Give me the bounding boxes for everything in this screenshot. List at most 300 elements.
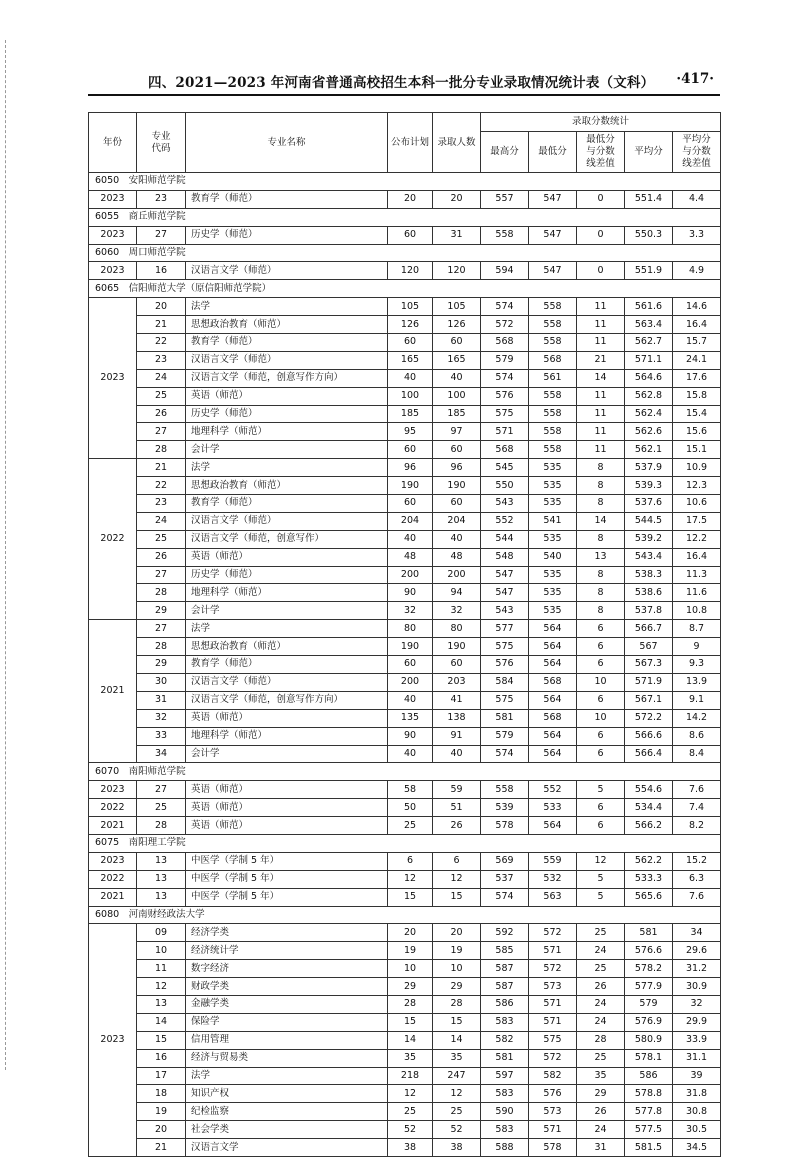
cell-code: 27 — [137, 423, 186, 441]
cell-avg-diff: 11.6 — [673, 584, 721, 602]
school-row — [89, 280, 721, 298]
cell-max: 575 — [481, 691, 529, 709]
cell-max: 579 — [481, 727, 529, 745]
cell-avg-diff: 7.6 — [673, 781, 721, 799]
cell-avg-diff: 14.6 — [673, 298, 721, 316]
cell-major: 地理科学（师范） — [186, 727, 388, 745]
cell-admitted: 28 — [433, 995, 481, 1013]
table-row — [89, 1121, 721, 1139]
cell-avg: 567.1 — [625, 691, 673, 709]
cell-min-diff: 6 — [577, 656, 625, 674]
cell-code: 25 — [137, 530, 186, 548]
cell-max: 557 — [481, 190, 529, 208]
table-row — [89, 727, 721, 745]
cell-code: 23 — [137, 190, 186, 208]
cell-min-diff: 21 — [577, 351, 625, 369]
cell-major: 法学 — [186, 298, 388, 316]
cell-code: 34 — [137, 745, 186, 763]
cell-plan: 20 — [388, 924, 433, 942]
cell-max: 568 — [481, 334, 529, 352]
cell-min: 564 — [529, 638, 577, 656]
cell-admitted: 40 — [433, 530, 481, 548]
header-rule — [88, 94, 720, 96]
cell-admitted: 52 — [433, 1121, 481, 1139]
table-row — [89, 566, 721, 584]
cell-min-diff: 8 — [577, 495, 625, 513]
cell-code: 25 — [137, 799, 186, 817]
cell-min-diff: 14 — [577, 369, 625, 387]
cell-code: 20 — [137, 1121, 186, 1139]
cell-min: 547 — [529, 262, 577, 280]
cell-avg: 566.7 — [625, 620, 673, 638]
col-min-diff: 最低分 与分数 线差值 — [577, 132, 625, 173]
cell-avg: 562.4 — [625, 405, 673, 423]
cell-code: 13 — [137, 888, 186, 906]
cell-major: 法学 — [186, 1067, 388, 1085]
cell-max: 583 — [481, 1013, 529, 1031]
cell-max: 558 — [481, 226, 529, 244]
cell-code: 26 — [137, 548, 186, 566]
cell-major: 会计学 — [186, 441, 388, 459]
cell-min-diff: 31 — [577, 1139, 625, 1157]
cell-avg-diff: 30.8 — [673, 1103, 721, 1121]
cell-avg-diff: 4.9 — [673, 262, 721, 280]
cell-avg: 537.9 — [625, 459, 673, 477]
cell-plan: 95 — [388, 423, 433, 441]
cell-min-diff: 8 — [577, 602, 625, 620]
cell-avg-diff: 17.6 — [673, 369, 721, 387]
cell-max: 574 — [481, 369, 529, 387]
cell-code: 19 — [137, 1103, 186, 1121]
cell-plan: 60 — [388, 656, 433, 674]
cell-avg-diff: 12.3 — [673, 477, 721, 495]
cell-major: 地理科学（师范） — [186, 584, 388, 602]
cell-major: 汉语言文学（师范） — [186, 351, 388, 369]
cell-avg: 571.9 — [625, 673, 673, 691]
cell-avg-diff: 29.6 — [673, 942, 721, 960]
table-row — [89, 351, 721, 369]
cell-min-diff: 13 — [577, 548, 625, 566]
cell-max: 581 — [481, 709, 529, 727]
cell-major: 纪检监察 — [186, 1103, 388, 1121]
cell-admitted: 40 — [433, 369, 481, 387]
table-row — [89, 799, 721, 817]
cell-plan: 38 — [388, 1139, 433, 1157]
table-row — [89, 656, 721, 674]
school-name: 6070 南阳师范学院 — [89, 763, 721, 781]
cell-major: 中医学（学制 5 年） — [186, 870, 388, 888]
cell-plan: 58 — [388, 781, 433, 799]
cell-code: 12 — [137, 978, 186, 996]
cell-max: 586 — [481, 995, 529, 1013]
cell-min: 568 — [529, 673, 577, 691]
cell-admitted: 38 — [433, 1139, 481, 1157]
cell-min: 552 — [529, 781, 577, 799]
cell-min: 564 — [529, 727, 577, 745]
cell-admitted: 190 — [433, 638, 481, 656]
cell-plan: 126 — [388, 316, 433, 334]
cell-year: 2023 — [89, 226, 137, 244]
table-row — [89, 530, 721, 548]
cell-avg: 534.4 — [625, 799, 673, 817]
cell-avg-diff: 8.7 — [673, 620, 721, 638]
cell-avg-diff: 34.5 — [673, 1139, 721, 1157]
cell-min: 535 — [529, 584, 577, 602]
table-row — [89, 405, 721, 423]
cell-max: 543 — [481, 495, 529, 513]
cell-plan: 32 — [388, 602, 433, 620]
cell-major: 法学 — [186, 620, 388, 638]
cell-major: 会计学 — [186, 745, 388, 763]
cell-admitted: 97 — [433, 423, 481, 441]
cell-avg: 562.2 — [625, 852, 673, 870]
cell-max: 579 — [481, 351, 529, 369]
table-row — [89, 924, 721, 942]
cell-avg: 578.8 — [625, 1085, 673, 1103]
cell-admitted: 59 — [433, 781, 481, 799]
cell-avg: 564.6 — [625, 369, 673, 387]
cell-max: 588 — [481, 1139, 529, 1157]
cell-max: 583 — [481, 1085, 529, 1103]
table-row — [89, 495, 721, 513]
cell-code: 24 — [137, 369, 186, 387]
cell-avg-diff: 8.4 — [673, 745, 721, 763]
cell-avg-diff: 15.8 — [673, 387, 721, 405]
cell-avg: 561.6 — [625, 298, 673, 316]
cell-avg-diff: 15.4 — [673, 405, 721, 423]
table-row — [89, 548, 721, 566]
cell-avg-diff: 34 — [673, 924, 721, 942]
col-plan: 公布计划 — [388, 113, 433, 173]
cell-plan: 50 — [388, 799, 433, 817]
cell-code: 27 — [137, 781, 186, 799]
cell-max: 543 — [481, 602, 529, 620]
col-min: 最低分 — [529, 132, 577, 173]
cell-admitted: 200 — [433, 566, 481, 584]
cell-max: 581 — [481, 1049, 529, 1067]
cell-code: 22 — [137, 477, 186, 495]
cell-year: 2021 — [89, 888, 137, 906]
cell-max: 582 — [481, 1031, 529, 1049]
cell-max: 569 — [481, 852, 529, 870]
cell-code: 13 — [137, 852, 186, 870]
cell-max: 583 — [481, 1121, 529, 1139]
cell-max: 587 — [481, 978, 529, 996]
cell-avg-diff: 7.4 — [673, 799, 721, 817]
cell-min-diff: 8 — [577, 584, 625, 602]
cell-major: 经济统计学 — [186, 942, 388, 960]
col-avg: 平均分 — [625, 132, 673, 173]
cell-admitted: 105 — [433, 298, 481, 316]
cell-avg: 586 — [625, 1067, 673, 1085]
cell-min: 540 — [529, 548, 577, 566]
cell-min: 532 — [529, 870, 577, 888]
cell-major: 汉语言文学（师范，创意写作方向） — [186, 369, 388, 387]
cell-major: 英语（师范） — [186, 709, 388, 727]
cell-min: 576 — [529, 1085, 577, 1103]
table-row — [89, 995, 721, 1013]
cell-min: 547 — [529, 190, 577, 208]
cell-major: 教育学（师范） — [186, 495, 388, 513]
cell-max: 539 — [481, 799, 529, 817]
cell-avg-diff: 15.6 — [673, 423, 721, 441]
col-max: 最高分 — [481, 132, 529, 173]
cell-max: 568 — [481, 441, 529, 459]
cell-min: 571 — [529, 1013, 577, 1031]
cell-code: 16 — [137, 262, 186, 280]
cell-plan: 60 — [388, 495, 433, 513]
cell-min: 564 — [529, 817, 577, 835]
cell-code: 15 — [137, 1031, 186, 1049]
cell-avg-diff: 39 — [673, 1067, 721, 1085]
cell-min: 575 — [529, 1031, 577, 1049]
cell-year: 2022 — [89, 799, 137, 817]
table-row — [89, 298, 721, 316]
table-row — [89, 459, 721, 477]
school-name: 6065 信阳师范大学（原信阳师范学院） — [89, 280, 721, 298]
table-row — [89, 817, 721, 835]
school-name: 6060 周口师范学院 — [89, 244, 721, 262]
cell-avg: 581 — [625, 924, 673, 942]
cell-min-diff: 6 — [577, 727, 625, 745]
cell-avg: 544.5 — [625, 512, 673, 530]
cell-major: 数字经济 — [186, 960, 388, 978]
cell-avg-diff: 6.3 — [673, 870, 721, 888]
cell-min: 535 — [529, 495, 577, 513]
cell-min-diff: 6 — [577, 745, 625, 763]
school-row — [89, 834, 721, 852]
col-admitted: 录取人数 — [433, 113, 481, 173]
cell-avg: 537.8 — [625, 602, 673, 620]
cell-admitted: 35 — [433, 1049, 481, 1067]
cell-avg-diff: 24.1 — [673, 351, 721, 369]
cell-min: 541 — [529, 512, 577, 530]
table-row — [89, 781, 721, 799]
table-row — [89, 852, 721, 870]
cell-admitted: 12 — [433, 870, 481, 888]
cell-avg-diff: 32 — [673, 995, 721, 1013]
table-row — [89, 638, 721, 656]
cell-major: 英语（师范） — [186, 387, 388, 405]
cell-max: 585 — [481, 942, 529, 960]
cell-plan: 165 — [388, 351, 433, 369]
cell-major: 中医学（学制 5 年） — [186, 888, 388, 906]
cell-year: 2023 — [89, 298, 137, 459]
cell-admitted: 100 — [433, 387, 481, 405]
cell-min-diff: 11 — [577, 298, 625, 316]
table-row — [89, 1031, 721, 1049]
cell-min-diff: 24 — [577, 942, 625, 960]
cell-min: 558 — [529, 298, 577, 316]
cell-plan: 100 — [388, 387, 433, 405]
cell-avg: 577.8 — [625, 1103, 673, 1121]
cell-admitted: 12 — [433, 1085, 481, 1103]
cell-plan: 190 — [388, 638, 433, 656]
cell-plan: 218 — [388, 1067, 433, 1085]
cell-min-diff: 6 — [577, 799, 625, 817]
cell-plan: 29 — [388, 978, 433, 996]
cell-min-diff: 0 — [577, 226, 625, 244]
table-row — [89, 316, 721, 334]
cell-min-diff: 6 — [577, 620, 625, 638]
cell-plan: 200 — [388, 673, 433, 691]
cell-major: 地理科学（师范） — [186, 423, 388, 441]
cell-plan: 19 — [388, 942, 433, 960]
cell-min: 535 — [529, 477, 577, 495]
cell-admitted: 94 — [433, 584, 481, 602]
cell-code: 10 — [137, 942, 186, 960]
cell-avg-diff: 31.2 — [673, 960, 721, 978]
cell-avg: 554.6 — [625, 781, 673, 799]
cell-admitted: 91 — [433, 727, 481, 745]
cell-min-diff: 25 — [577, 1049, 625, 1067]
cell-plan: 48 — [388, 548, 433, 566]
cell-avg: 566.2 — [625, 817, 673, 835]
cell-admitted: 32 — [433, 602, 481, 620]
cell-max: 575 — [481, 405, 529, 423]
cell-min-diff: 24 — [577, 995, 625, 1013]
cell-avg: 567 — [625, 638, 673, 656]
cell-min-diff: 5 — [577, 870, 625, 888]
cell-min-diff: 24 — [577, 1013, 625, 1031]
cell-max: 584 — [481, 673, 529, 691]
cell-avg: 577.5 — [625, 1121, 673, 1139]
cell-major: 财政学类 — [186, 978, 388, 996]
header-row-top — [89, 113, 721, 132]
table-row — [89, 477, 721, 495]
cell-code: 28 — [137, 441, 186, 459]
cell-plan: 15 — [388, 888, 433, 906]
cell-max: 552 — [481, 512, 529, 530]
cell-min: 573 — [529, 978, 577, 996]
cell-min: 558 — [529, 334, 577, 352]
table-row — [89, 1139, 721, 1157]
cell-min-diff: 35 — [577, 1067, 625, 1085]
cell-min-diff: 25 — [577, 960, 625, 978]
cell-code: 29 — [137, 602, 186, 620]
cell-code: 21 — [137, 459, 186, 477]
table-row — [89, 691, 721, 709]
cell-major: 历史学（师范） — [186, 226, 388, 244]
cell-plan: 90 — [388, 584, 433, 602]
cell-admitted: 96 — [433, 459, 481, 477]
cell-min: 571 — [529, 1121, 577, 1139]
cell-max: 558 — [481, 781, 529, 799]
cell-avg-diff: 15.7 — [673, 334, 721, 352]
col-avg-diff: 平均分 与分数 线差值 — [673, 132, 721, 173]
cell-min: 558 — [529, 316, 577, 334]
cell-max: 545 — [481, 459, 529, 477]
cell-min-diff: 0 — [577, 190, 625, 208]
cell-max: 592 — [481, 924, 529, 942]
cell-min: 535 — [529, 566, 577, 584]
school-name: 6055 商丘师范学院 — [89, 208, 721, 226]
cell-plan: 12 — [388, 870, 433, 888]
cell-plan: 120 — [388, 262, 433, 280]
cell-min: 572 — [529, 1049, 577, 1067]
cell-avg: 571.1 — [625, 351, 673, 369]
cell-admitted: 126 — [433, 316, 481, 334]
cell-plan: 105 — [388, 298, 433, 316]
cell-admitted: 60 — [433, 656, 481, 674]
cell-avg: 578.2 — [625, 960, 673, 978]
cell-min: 558 — [529, 387, 577, 405]
cell-plan: 20 — [388, 190, 433, 208]
cell-avg: 539.3 — [625, 477, 673, 495]
cell-max: 544 — [481, 530, 529, 548]
cell-avg: 566.4 — [625, 745, 673, 763]
cell-min-diff: 26 — [577, 978, 625, 996]
col-major: 专业名称 — [186, 113, 388, 173]
cell-major: 经济学类 — [186, 924, 388, 942]
cell-avg-diff: 31.8 — [673, 1085, 721, 1103]
table-row — [89, 584, 721, 602]
cell-min: 571 — [529, 942, 577, 960]
cell-plan: 35 — [388, 1049, 433, 1067]
cell-min-diff: 28 — [577, 1031, 625, 1049]
cell-code: 13 — [137, 870, 186, 888]
cell-code: 13 — [137, 995, 186, 1013]
cell-admitted: 20 — [433, 190, 481, 208]
table-row — [89, 423, 721, 441]
cell-year: 2021 — [89, 620, 137, 763]
cell-plan: 40 — [388, 369, 433, 387]
cell-min-diff: 11 — [577, 441, 625, 459]
cell-admitted: 15 — [433, 1013, 481, 1031]
cell-code: 31 — [137, 691, 186, 709]
col-score-group: 录取分数统计 — [481, 113, 721, 132]
cell-avg-diff: 10.6 — [673, 495, 721, 513]
cell-avg: 577.9 — [625, 978, 673, 996]
cell-avg-diff: 4.4 — [673, 190, 721, 208]
cell-avg: 543.4 — [625, 548, 673, 566]
cell-min: 535 — [529, 459, 577, 477]
table-row — [89, 1085, 721, 1103]
cell-max: 547 — [481, 584, 529, 602]
cell-major: 法学 — [186, 459, 388, 477]
cell-admitted: 41 — [433, 691, 481, 709]
cell-major: 社会学类 — [186, 1121, 388, 1139]
cell-min-diff: 5 — [577, 888, 625, 906]
cell-code: 11 — [137, 960, 186, 978]
cell-major: 会计学 — [186, 602, 388, 620]
cell-major: 汉语言文学 — [186, 1139, 388, 1157]
col-year: 年份 — [89, 113, 137, 173]
table-row — [89, 978, 721, 996]
cell-code: 09 — [137, 924, 186, 942]
cell-admitted: 247 — [433, 1067, 481, 1085]
cell-admitted: 25 — [433, 1103, 481, 1121]
table-row — [89, 1067, 721, 1085]
cell-major: 中医学（学制 5 年） — [186, 852, 388, 870]
cell-max: 537 — [481, 870, 529, 888]
cell-code: 21 — [137, 316, 186, 334]
cell-min-diff: 8 — [577, 530, 625, 548]
cell-code: 27 — [137, 620, 186, 638]
cell-avg: 576.6 — [625, 942, 673, 960]
cell-plan: 200 — [388, 566, 433, 584]
cell-min: 572 — [529, 960, 577, 978]
cell-plan: 185 — [388, 405, 433, 423]
cell-min-diff: 26 — [577, 1103, 625, 1121]
cell-min: 533 — [529, 799, 577, 817]
cell-avg-diff: 16.4 — [673, 316, 721, 334]
table-row — [89, 226, 721, 244]
cell-min-diff: 10 — [577, 673, 625, 691]
cell-avg: 579 — [625, 995, 673, 1013]
cell-plan: 10 — [388, 960, 433, 978]
cell-min: 564 — [529, 656, 577, 674]
